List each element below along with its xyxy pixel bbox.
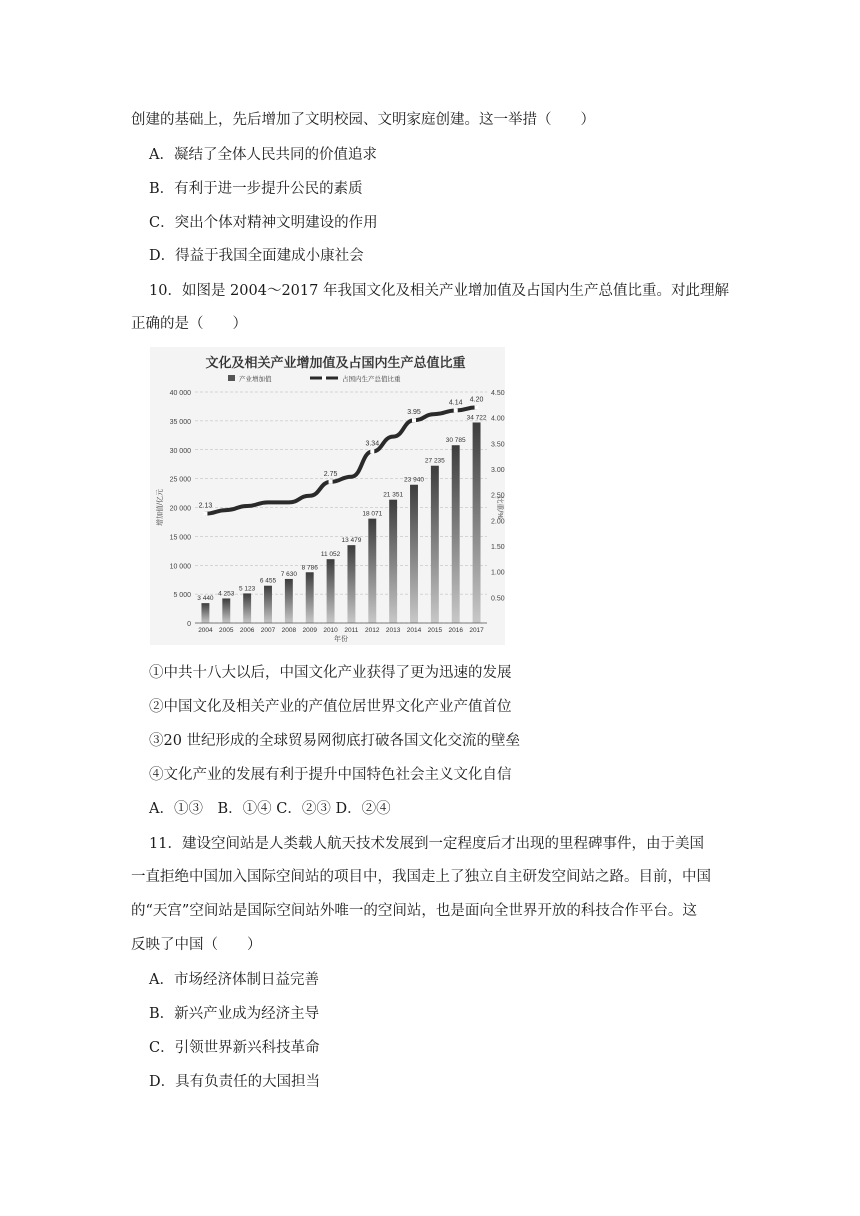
x-tick-label: 2015 bbox=[427, 627, 443, 634]
q9-option-b: B．有利于进一步提升公民的素质 bbox=[149, 181, 363, 197]
legend-line-label: 占国内生产总值比重 bbox=[342, 376, 401, 383]
bar-value-label: 5 123 bbox=[239, 585, 256, 593]
ratio-point bbox=[412, 418, 416, 422]
chart-svg bbox=[150, 347, 505, 645]
y-tick-label: 10 000 bbox=[169, 563, 191, 571]
y2-tick-label: 2.50 bbox=[491, 492, 505, 500]
bar-value-label: 7 630 bbox=[280, 570, 297, 578]
bar-value-label: 6 455 bbox=[259, 577, 277, 585]
ratio-value-label: 3.34 bbox=[365, 440, 380, 448]
y-tick-label: 35 000 bbox=[169, 418, 191, 426]
q9-option-a: A．凝结了全体人民共同的价值追求 bbox=[149, 147, 377, 163]
x-tick-label: 2004 bbox=[198, 627, 213, 634]
bar bbox=[410, 485, 418, 623]
legend-bar-swatch bbox=[228, 375, 235, 381]
ratio-point bbox=[329, 480, 333, 484]
x-tick-label: 2009 bbox=[302, 627, 317, 634]
bar-value-label: 34 722 bbox=[466, 414, 487, 422]
q11-stem-line3: 的“天宫”空间站是国际空间站外唯一的空间站，也是面向全世界开放的科技合作平台。这 bbox=[131, 903, 697, 919]
bar bbox=[452, 445, 460, 623]
bar-value-label: 21 351 bbox=[383, 491, 404, 499]
q10-stem-line1: 10．如图是 2004～2017 年我国文化及相关产业增加值及占国内生产总值比重。对此理解 bbox=[149, 283, 729, 299]
bar bbox=[222, 598, 230, 623]
y-tick-label: 0 bbox=[187, 621, 191, 628]
x-tick-label: 2010 bbox=[323, 627, 338, 634]
q10-statement-1: ①中共十八大以后，中国文化产业获得了更为迅速的发展 bbox=[149, 665, 512, 681]
bar-value-label: 11 052 bbox=[320, 551, 341, 559]
x-tick-label: 2013 bbox=[385, 627, 401, 634]
bar-value-label: 27 235 bbox=[424, 457, 445, 465]
bar-value-label: 8 786 bbox=[301, 564, 318, 572]
bar bbox=[201, 603, 209, 623]
y-tick-label: 25 000 bbox=[169, 476, 191, 484]
y2-tick-label: 1.00 bbox=[491, 569, 505, 577]
y2-tick-label: 1.50 bbox=[491, 544, 505, 551]
bar bbox=[243, 593, 251, 623]
y-tick-label: 30 000 bbox=[169, 447, 191, 455]
q11-option-a: A．市场经济体制日益完善 bbox=[149, 972, 319, 988]
ratio-point bbox=[370, 450, 374, 454]
q9-option-c: C．突出个体对精神文明建设的作用 bbox=[149, 215, 378, 231]
y2-tick-label: 2.00 bbox=[491, 518, 505, 526]
bar bbox=[368, 519, 376, 623]
q10-statement-4: ④文化产业的发展有利于提升中国特色社会主义文化自信 bbox=[149, 767, 512, 783]
bar-value-label: 4 253 bbox=[218, 590, 235, 598]
q11-option-d: D．具有负责任的大国担当 bbox=[149, 1074, 321, 1090]
q9-stem-tail: 创建的基础上，先后增加了文明校园、文明家庭创建。这一举措（ ） bbox=[131, 112, 595, 128]
ratio-point bbox=[475, 405, 479, 409]
bar-value-label: 3 440 bbox=[197, 595, 214, 603]
y-tick-label: 5 000 bbox=[173, 592, 191, 600]
ratio-value-label: 3.95 bbox=[407, 409, 421, 417]
y-axis-label: 增加值/亿元 bbox=[157, 489, 164, 526]
x-axis-label: 年份 bbox=[334, 636, 348, 643]
q9-option-d: D．得益于我国全面建成小康社会 bbox=[149, 248, 364, 264]
ratio-value-label: 2.75 bbox=[323, 470, 338, 478]
y-tick-label: 40 000 bbox=[169, 390, 191, 397]
y-tick-label: 15 000 bbox=[169, 534, 191, 542]
chart-title: 文化及相关产业增加值及占国内生产总值比重 bbox=[205, 355, 466, 370]
bar bbox=[473, 422, 481, 623]
q10-statement-2: ②中国文化及相关产业的产值位居世界文化产业产值首位 bbox=[149, 699, 512, 715]
bar-value-label: 13 479 bbox=[341, 537, 362, 545]
q10-statement-3: ③20 世纪形成的全球贸易网彻底打破各国文化交流的壁垒 bbox=[149, 733, 521, 749]
q10-stem-line2: 正确的是（ ） bbox=[131, 316, 247, 332]
y2-tick-label: 3.00 bbox=[491, 467, 505, 474]
bar bbox=[306, 572, 314, 623]
ratio-point bbox=[454, 408, 458, 412]
x-tick-label: 2016 bbox=[448, 627, 463, 634]
q10-choices: A．①③ B．①④ C．②③ D．②④ bbox=[149, 801, 391, 817]
x-tick-label: 2007 bbox=[260, 627, 276, 634]
q11-option-c: C．引领世界新兴科技革命 bbox=[149, 1040, 320, 1056]
q11-option-b: B．新兴产业成为经济主导 bbox=[149, 1006, 320, 1022]
bar-value-label: 18 071 bbox=[362, 510, 383, 518]
bar bbox=[264, 586, 272, 623]
bar bbox=[389, 500, 397, 623]
x-tick-label: 2011 bbox=[344, 627, 359, 634]
legend-bar-label: 产业增加值 bbox=[239, 376, 272, 383]
bar bbox=[285, 579, 293, 623]
ratio-value-label: 4.20 bbox=[469, 396, 484, 404]
ratio-value-label: 2.13 bbox=[198, 502, 213, 510]
y2-tick-label: 4.50 bbox=[491, 390, 505, 397]
bar bbox=[327, 559, 335, 623]
x-tick-label: 2014 bbox=[406, 627, 422, 634]
industry-chart bbox=[150, 347, 505, 645]
chart-figure bbox=[150, 347, 505, 645]
ratio-value-label: 4.14 bbox=[448, 399, 463, 407]
q11-stem-line2: 一直拒绝中国加入国际空间站的项目中，我国走上了独立自主研发空间站之路。目前，中国 bbox=[131, 869, 711, 885]
y2-tick-label: 3.50 bbox=[491, 441, 505, 449]
y2-axis-label: 比重/% bbox=[496, 496, 503, 519]
bar bbox=[347, 545, 355, 623]
bar-value-label: 30 785 bbox=[445, 437, 466, 445]
y-tick-label: 20 000 bbox=[169, 505, 191, 513]
x-tick-label: 2008 bbox=[281, 627, 297, 634]
x-tick-label: 2017 bbox=[469, 627, 484, 634]
x-tick-label: 2006 bbox=[239, 627, 255, 634]
legend-line-marker bbox=[322, 376, 326, 380]
x-tick-label: 2012 bbox=[365, 627, 380, 634]
q11-stem-line1: 11．建设空间站是人类载人航天技术发展到一定程度后才出现的里程碑事件，由于美国 bbox=[149, 836, 704, 852]
y2-tick-label: 4.00 bbox=[491, 415, 505, 423]
bar-value-label: 23 940 bbox=[404, 476, 424, 484]
ratio-point bbox=[203, 512, 207, 516]
x-tick-label: 2005 bbox=[219, 627, 234, 634]
y2-tick-label: 0.50 bbox=[491, 595, 505, 603]
q11-stem-line4: 反映了中国（ ） bbox=[131, 937, 262, 953]
bar bbox=[431, 466, 439, 623]
